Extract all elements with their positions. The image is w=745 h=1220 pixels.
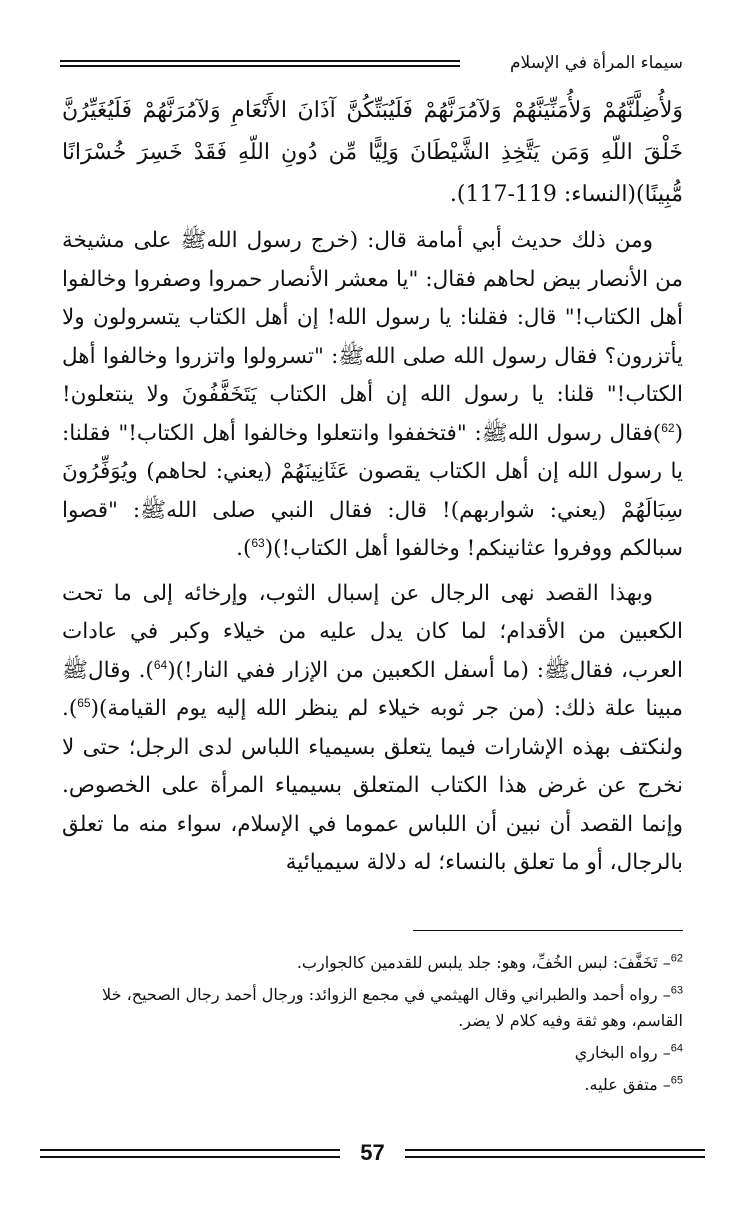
footnote-separator: [413, 930, 683, 931]
header-rule: [60, 60, 460, 67]
footnote-number: 63: [670, 984, 683, 997]
header-title: سيماء المرأة في الإسلام: [510, 53, 683, 73]
footnote-65: [62, 1072, 683, 1098]
footnotes: [62, 950, 683, 1104]
paragraph-text: ومن ذلك حديث أبي أمامة قال: (خرج رسول اللهﷺ على مشيخة من الأنصار بيض لحاهم فقال: "يا معشر الأنصار حمروا وصفروا وخالفوا أهل الكتاب!" قال: فقلنا: يا رسول الله! إن أهل الكتاب يتسرولون ولا يأتزرون؟ فقال رسول الله صلى اللهﷺ: "تسرولوا واتزروا وخالفوا أهل الكتاب!" قلنا: يا رسول الله إن أهل الكتاب يَتَخَفَّفُونَ ولا ينتعلون!(: [62, 228, 683, 446]
paragraph-text: ). وقالﷺ مبينا علة ذلك: (من جر ثوبه خيلاء لم ينظر الله إليه يوم القيامة)(: [62, 657, 683, 721]
paragraph-hadith-abu-umama: [62, 222, 683, 569]
quran-line-2: اللّهِ وَمَن يَتَّخِذِ الشَّيْطَانَ وَلِيًّا مِّن دُونِ اللّهِ فَقَدْ خَسِرَ خُسْرَانًا مُّبِينًا)(النساء:: [62, 140, 683, 207]
footnote-text: – رواه البخاري: [574, 1043, 671, 1062]
footnote-text: – تَخَفَّفَ: لبس الخُفِّ، وهو: جلد يلبس للقدمين كالجوارب.: [296, 953, 671, 972]
footnote-text: – رواه أحمد والطبراني وقال الهيثمي في مجمع الزوائد: ورجال أحمد رجال الصحيح، خلا القاسم، وهو ثقة وفيه كلام لا يضر.: [102, 985, 683, 1030]
page-number: 57: [360, 1140, 385, 1165]
footnote-62: [62, 950, 683, 976]
paragraph-text: ).: [236, 536, 252, 561]
footnote-64: [62, 1040, 683, 1066]
paragraph-text: ). ولنكتف بهذه الإشارات فيما يتعلق بسيمياء اللباس لدى الرجل؛ حتى لا نخرج عن غرض هذا الكتاب المتعلق بسيمياء المرأة على الخصوص. وإنما القصد أن نبين أن اللباس عموما في الإسلام، سواء منه ما تعلق بالرجال، أو ما تعلق بالنساء؛ له دلالة سيميائية: [62, 696, 683, 875]
paragraph-isbal: [62, 575, 683, 883]
footnote-number: 65: [670, 1074, 683, 1087]
footnote-ref-64[interactable]: 64: [153, 657, 168, 672]
paragraph-text: )فقال رسول اللهﷺ: "فتخففوا وانتعلوا وخالفوا أهل الكتاب!" فقلنا: يا رسول الله إن أهل الكتاب يقصون عَثَانِينَهُمْ (يعني: لحاهم) ويُوَفِّرُونَ سِبَالَهُمْ (يعني: شواربهم)! قال: فقال النبي صلى اللهﷺ: "قصوا سبالكم ووفروا عثانينكم! وخالفوا أهل الكتاب!)(: [62, 420, 683, 561]
paragraph-text: وبهذا القصد نهى الرجال عن إسبال الثوب، وإرخائه إلى ما تحت الكعبين من الأقدام؛ لما كان يدل عليه من خيلاء وكبر في عادات العرب، فقالﷺ: (ما أسفل الكعبين من الإزار ففي النار!)(: [62, 580, 683, 683]
footnote-ref-65[interactable]: 65: [77, 695, 91, 710]
running-header: [60, 52, 683, 78]
footnote-text: – متفق عليه.: [584, 1075, 671, 1094]
footnote-63: [62, 982, 683, 1034]
quran-line-3: 119-117).: [449, 182, 557, 207]
page-footer: [40, 1138, 705, 1168]
footer-rule-left: [40, 1149, 340, 1158]
quran-verse: [62, 90, 683, 216]
footnote-number: 64: [670, 1042, 683, 1055]
footer-rule-right: [405, 1149, 705, 1158]
footnote-ref-63[interactable]: 63: [251, 535, 265, 550]
footnote-ref-62[interactable]: 62: [661, 420, 675, 435]
body-text: [62, 90, 683, 883]
footnote-number: 62: [670, 952, 683, 965]
quran-line-1: وَلأُضِلَّنَّهُمْ وَلأُمَنِّيَنَّهُمْ وَلآمُرَنَّهُمْ فَلَيُبَتِّكُنَّ آذَانَ الأَنْعَامِ وَلآمُرَنَّهُمْ فَلَيُغَيِّرُنَّ خَلْقَ: [62, 98, 683, 165]
